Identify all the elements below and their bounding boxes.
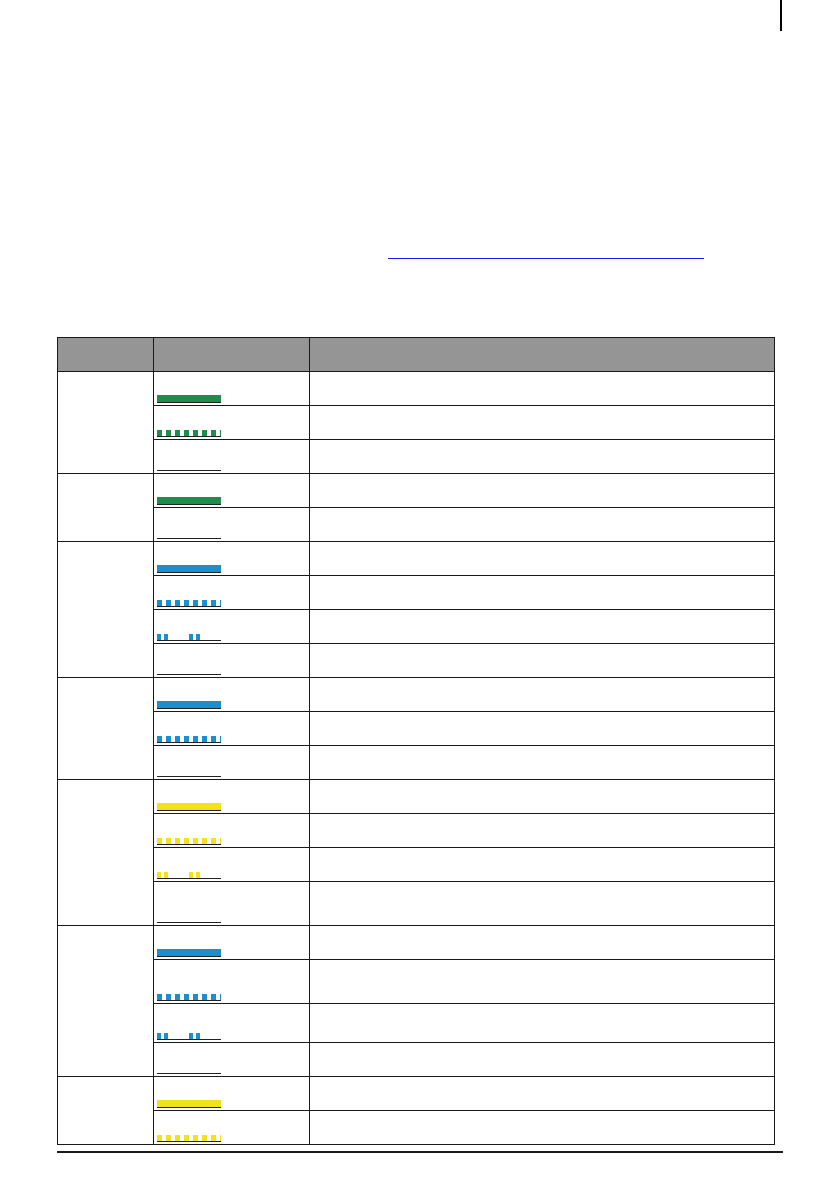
line-symbol-cell <box>154 1004 310 1043</box>
line-swatch-yellow-solid <box>157 1100 221 1107</box>
table-row <box>58 1043 775 1077</box>
line-symbol-cell <box>154 960 310 1004</box>
description-cell <box>310 542 775 576</box>
line-symbol-cell <box>154 926 310 960</box>
header-cell-description <box>310 338 775 372</box>
table-row <box>58 814 775 848</box>
description-cell <box>310 678 775 712</box>
line-symbol-cell <box>154 644 310 678</box>
line-symbol-cell <box>154 814 310 848</box>
description-cell <box>310 882 775 926</box>
table-header-row <box>58 338 775 372</box>
line-symbol-cell <box>154 406 310 440</box>
line-swatch-blue-dotted <box>157 600 221 606</box>
line-swatch-green-solid <box>157 395 221 402</box>
description-cell <box>310 1111 775 1145</box>
description-cell <box>310 960 775 1004</box>
line-swatch-green-solid <box>157 497 221 504</box>
group-label-cell <box>58 542 154 678</box>
table-row <box>58 1111 775 1145</box>
table-row <box>58 712 775 746</box>
description-cell <box>310 1004 775 1043</box>
table-row <box>58 848 775 882</box>
table-row <box>58 960 775 1004</box>
line-symbol-cell <box>154 542 310 576</box>
line-symbol-cell <box>154 882 310 926</box>
table-row <box>58 610 775 644</box>
line-symbol-cell <box>154 848 310 882</box>
line-symbol-cell <box>154 1043 310 1077</box>
line-swatch-blue-solid <box>157 565 221 572</box>
table-row <box>58 474 775 508</box>
line-swatch-blue-dashed <box>157 634 221 640</box>
description-cell <box>310 406 775 440</box>
table-row <box>58 576 775 610</box>
table-row <box>58 406 775 440</box>
header-cell-category <box>58 338 154 372</box>
line-swatch-green-dotted <box>157 430 221 436</box>
group-label-cell <box>58 1077 154 1145</box>
line-symbol-cell <box>154 576 310 610</box>
description-cell <box>310 576 775 610</box>
line-symbol-cell <box>154 474 310 508</box>
table-row <box>58 678 775 712</box>
line-symbol-cell <box>154 508 310 542</box>
line-symbol-cell <box>154 1111 310 1145</box>
group-label-cell <box>58 926 154 1077</box>
description-cell <box>310 712 775 746</box>
line-symbol-cell <box>154 372 310 406</box>
description-cell <box>310 508 775 542</box>
description-cell <box>310 1077 775 1111</box>
line-symbol-cell <box>154 712 310 746</box>
crop-mark <box>780 0 782 31</box>
line-swatch-blue-solid <box>157 949 221 956</box>
description-cell <box>310 610 775 644</box>
description-cell <box>310 848 775 882</box>
footer-rule <box>57 1151 783 1153</box>
line-symbol-cell <box>154 678 310 712</box>
description-cell <box>310 1043 775 1077</box>
line-swatch-blue-dotted <box>157 994 221 1000</box>
description-cell <box>310 474 775 508</box>
table-row <box>58 644 775 678</box>
description-cell <box>310 746 775 780</box>
line-symbol-cell <box>154 610 310 644</box>
line-symbol-cell <box>154 780 310 814</box>
description-cell <box>310 780 775 814</box>
line-symbol-cell <box>154 440 310 474</box>
line-swatch-yellow-dotted <box>157 1135 221 1141</box>
line-swatch-blue-solid <box>157 701 221 708</box>
group-label-cell <box>58 678 154 780</box>
table-row <box>58 746 775 780</box>
line-symbol-cell <box>154 1077 310 1111</box>
group-label-cell <box>58 780 154 926</box>
table-row <box>58 508 775 542</box>
table-row <box>58 372 775 406</box>
description-cell <box>310 926 775 960</box>
description-cell <box>310 814 775 848</box>
line-swatch-yellow-dashed <box>157 872 221 878</box>
line-swatch-blue-dashed <box>157 1033 221 1039</box>
table-row <box>58 780 775 814</box>
line-swatch-blue-dotted <box>157 736 221 742</box>
line-style-legend-table <box>57 337 775 1145</box>
table-row <box>58 1004 775 1043</box>
group-label-cell <box>58 372 154 474</box>
description-cell <box>310 440 775 474</box>
table-row <box>58 882 775 926</box>
description-cell <box>310 372 775 406</box>
line-swatch-yellow-dotted <box>157 838 221 844</box>
description-cell <box>310 644 775 678</box>
header-cell-symbol <box>154 338 310 372</box>
table-row <box>58 926 775 960</box>
table-row <box>58 440 775 474</box>
hyperlink-underline[interactable] <box>388 258 704 259</box>
group-label-cell <box>58 474 154 542</box>
table-row <box>58 542 775 576</box>
table-row <box>58 1077 775 1111</box>
line-symbol-cell <box>154 746 310 780</box>
line-swatch-yellow-solid <box>157 803 221 810</box>
